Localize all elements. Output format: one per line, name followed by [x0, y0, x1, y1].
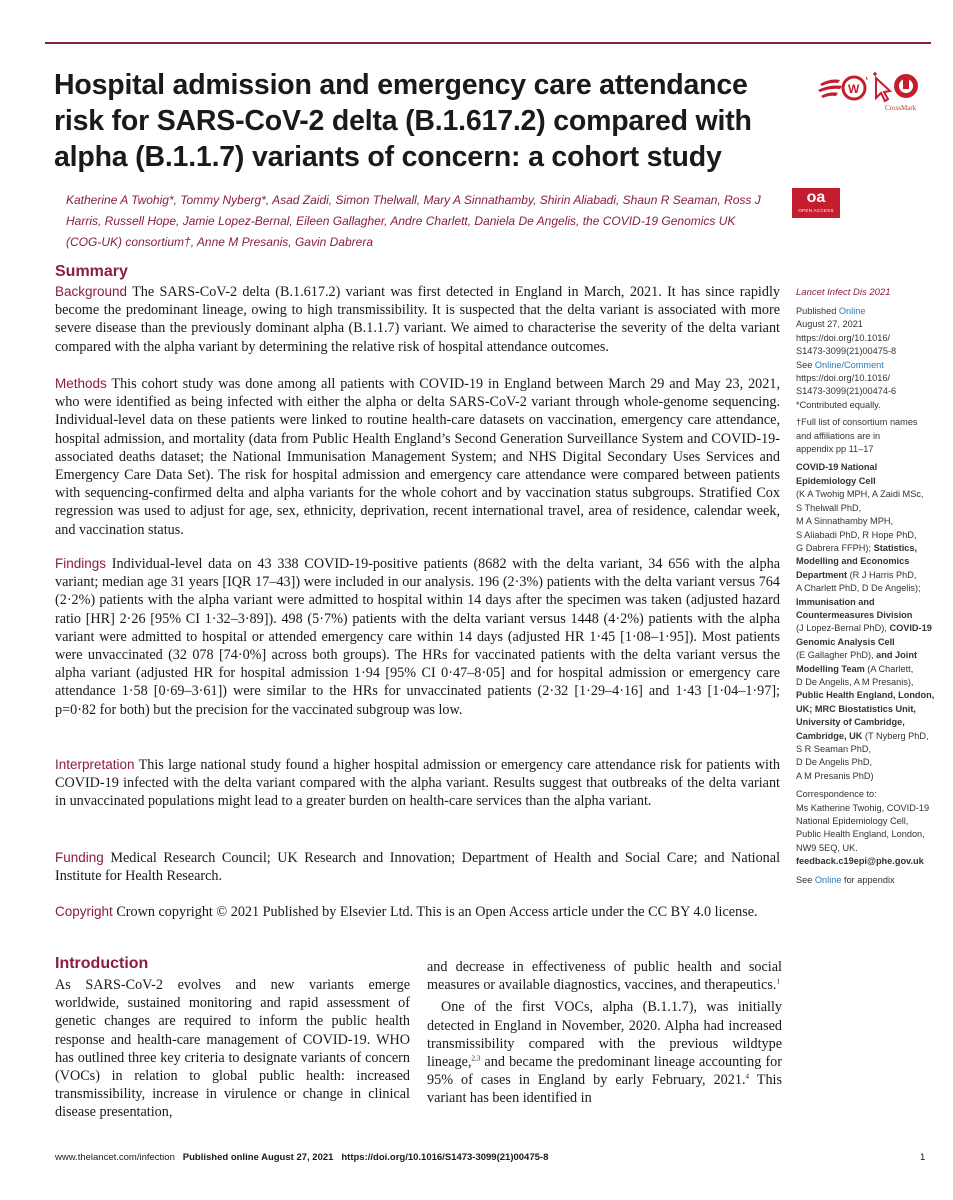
- introduction-heading: Introduction: [55, 955, 149, 972]
- findings-text: Individual-level data on 43 338 COVID-19-positive patients (8682 with the delta variant, 34 656 with the alpha variant; median age 31 years [IQR 17–43]) were included in our analysis. 196 (2·3%) patients with the delta variant versus 764 (2·2%) patients with the alpha variant were admitted to hospital within 14 days after the specimen was taken (adjusted hazard ratio [HR] 2·26 [95% CI 1·32–3·89]). 498 (5·7%) patients with the delta variant versus 1448 (4·2%) patients with the alpha variant were admitted to hospital or attended emergency care within 14 days (adjusted HR 1·45 [1·08–1·95]). Most patients were unvaccinated (32 078 [74·0%] across both groups). The HRs for vaccinated patients with the delta variant versus the alpha variant (adjusted HR for hospital admission 1·94 [95% CI 0·47–8·05] and for hospital admission or emergency care attendance 1·58 [0·69–3·61]) were similar to the HRs for unvaccinated patients (2·32 [1·29–4·16] and 1·43 [1·04–1·97]; p=0·82 for both) but the precision for the vaccinated subgroup was low.: [55, 556, 780, 718]
- intro-paragraph-1-cont: and decrease in effectiveness of public health and social measures or available diagnostics, vaccines, and therapeutics.$^1$: [427, 959, 782, 994]
- interpretation-label: Interpretation: [55, 757, 135, 772]
- appendix-online-link[interactable]: Online: [814, 874, 842, 885]
- copyright-paragraph: [55, 903, 780, 921]
- top-rule: [45, 42, 931, 44]
- orcid-at-icon: [843, 76, 868, 99]
- intro-paragraph-2: One of the first VOCs, alpha (B.1.1.7), was initially detected in England in November, 2020. Alpha had increased transmissibility compared with the previous wildtype lineage,$^{2,3}$ and became the predominant lineage accounting for 95% of cases in England by early February, 2021.$^4$ This variant has been identified in: [427, 999, 782, 1107]
- findings-paragraph: [55, 555, 780, 719]
- interpretation-text: This large national study found a higher hospital admission or emergency care attendance risk for patients with COVID-19 infected with the delta variant compared with the alpha variant. Results suggest that outbreaks of the delta variant in unvaccinated populations might lead to a greater burden on health-care services than the alpha variant.: [55, 757, 780, 810]
- crossmark-icon: [894, 74, 918, 98]
- background-paragraph: [55, 283, 780, 356]
- comment-doi-link[interactable]: https://doi.org/10.1016/: [796, 373, 890, 384]
- footer-doi[interactable]: https://doi.org/10.1016/S1473-3099(21)00475-8: [341, 1152, 549, 1163]
- intro-paragraph-1: As SARS-CoV-2 evolves and new variants emerge worldwide, sustained monitoring and rapid assessment of genetic changes are required to inform the public health response and health-care management of COVID-19. WHO has outlined three key criteria to designate variants of concern (VOCs) in relation to global public health: increased transmissibility, increase in virulence or change in clinical disease presentation,: [55, 977, 410, 1121]
- methods-label: Methods: [55, 376, 107, 391]
- correspondence: Correspondence to: Ms Katherine Twohig, COVID-19 National Epidemiology Cell, Public Health England, London, NW9 5EQ, UK. feedback.c19epi@phe.gov.uk: [796, 788, 936, 868]
- publisher-logos: [818, 70, 928, 124]
- funding-label: Funding: [55, 850, 104, 865]
- methods-text: This cohort study was done among all patients with COVID-19 in England between March 29 and May 23, 2021, who were identified as being infected with either the alpha or delta SARS-CoV-2 variant through whole-genome sequencing. Individual-level data on these patients were linked to routine health-care datasets on vaccination, emergency care attendance, hospital admission, and mortality (data from Public Health England’s Second Generation Surveillance System and COVID-19-associated deaths dataset; the National Immunisation Management System; and NHS Digital Secondary Uses Services and Emergency Care Data Set). The risk for hospital admission and emergency care attendance were compared between patients with sequencing-confirmed delta and alpha variants for the whole cohort and by vaccination status subgroups. Stratified Cox regression was used to adjust for age, sex, ethnicity, deprivation, recent international travel, area of residence, calendar week, and vaccination status.: [55, 376, 780, 538]
- funding-paragraph: [55, 849, 780, 885]
- open-access-badge: [792, 188, 840, 218]
- copyright-text: Crown copyright © 2021 Published by Elsevier Ltd. This is an Open Access article under the CC BY 4.0 license.: [116, 904, 758, 920]
- summary-heading: Summary: [55, 263, 128, 280]
- online-link[interactable]: Online: [838, 306, 866, 316]
- cursor-icon: [873, 72, 890, 101]
- page-footer: [55, 1152, 548, 1163]
- online-comment-link[interactable]: Online/Comment: [814, 359, 884, 370]
- oa-text: oa: [806, 189, 826, 206]
- svg-text:W: W: [848, 82, 860, 96]
- page-number: 1: [920, 1152, 926, 1163]
- footer-published: Published online August 27, 2021: [182, 1152, 334, 1163]
- correspondence-email-link[interactable]: feedback.c19epi@phe.gov.uk: [796, 856, 924, 867]
- methods-paragraph: [55, 375, 780, 539]
- background-text: The SARS-CoV-2 delta (B.1.617.2) variant was first detected in England in March, 2021. It has since rapidly become the predominant lineage, owing to high transmissibility. It is suspected that the delta variant is associated with more severe disease than the previously dominant alpha (B.1.1.7) variant. We aimed to characterise the severity of the delta variant compared with the alpha variant by determining the relative risk of hospital attendance outcomes.: [55, 284, 780, 355]
- swoosh-icon: [818, 80, 842, 99]
- intro-column-right: [427, 958, 782, 1108]
- oa-sub: OPEN ACCESS: [798, 208, 834, 213]
- crossmark-label[interactable]: CrossMark: [885, 104, 917, 112]
- doi-link[interactable]: https://doi.org/10.1016/: [796, 332, 890, 343]
- article-title: Hospital admission and emergency care attendance risk for SARS-CoV-2 delta (B.1.617.2) compared with alpha (B.1.1.7) variants of concern: a cohort study: [54, 69, 752, 173]
- findings-label: Findings: [55, 556, 107, 571]
- background-label: Background: [55, 284, 128, 299]
- sidebar-publication-info: Published Online August 27, 2021 https://doi.org/10.1016/ S1473-3099(21)00475-8 See Online/Comment https://doi.org/10.1016/ S1473-3099(21)00474-6 *Contributed equally. †Full list of consortium names and affiliations are in appendix pp 11–17 COVID-19 National Epidemiology Cell (K A Twohig MPH, A Zaidi MSc, S Thelwall PhD, M A Sinnathamby MPH, S Aliabadi PhD, R Hope PhD, G Dabrera FFPH); Statistics, Modelling and Economics Department (R J Harris PhD, A Charlett PhD, D De Angelis); Immunisation and Countermeasures Division (J Lopez-Bernal PhD), COVID-19 Genomic Analysis Cell (E Gallagher PhD), and Joint Modelling Team (A Charlett, D De Angelis, A M Presanis), Public Health England, London, UK; MRC Biostatistics Unit, University of Cambridge, Cambridge, UK (T Nyberg PhD, S R Seaman PhD, D De Angelis PhD, A M Presanis PhD) Correspondence to: Ms Katherine Twohig, COVID-19 National Epidemiology Cell, Public Health England, London, NW9 5EQ, UK. feedback.c19epi@phe.gov.uk See Online for appendix: [796, 306, 935, 885]
- intro-column-left: [55, 976, 410, 1122]
- interpretation-paragraph: [55, 756, 780, 811]
- journal-url[interactable]: www.thelancet.com/infection: [55, 1152, 175, 1163]
- affiliations: COVID-19 National Epidemiology Cell (K A Twohig MPH, A Zaidi MSc, S Thelwall PhD, M A Sinnathamby MPH, S Aliabadi PhD, R Hope PhD, G Dabrera FFPH); Statistics, Modelling and Economics Department (R J Harris PhD, A Charlett PhD, D De Angelis); Immunisation and Countermeasures Division (J Lopez-Bernal PhD), COVID-19 Genomic Analysis Cell (E Gallagher PhD), and Joint Modelling Team (A Charlett, D De Angelis, A M Presanis), Public Health England, London, UK; MRC Biostatistics Unit, University of Cambridge, Cambridge, UK (T Nyberg PhD, S R Seaman PhD, D De Angelis PhD, A M Presanis PhD): [796, 462, 935, 781]
- funding-text: Medical Research Council; UK Research and Innovation; Department of Health and Social Care; and National Institute for Health Research.: [55, 850, 781, 885]
- journal-citation: Lancet Infect Dis 2021: [796, 287, 891, 298]
- copyright-label: Copyright: [55, 904, 113, 919]
- author-list: Katherine A Twohig*, Tommy Nyberg*, Asad Zaidi, Simon Thelwall, Mary A Sinnathamby, Shirin Aliabadi, Shaun R Seaman, Ross J Harris, Russell Hope, Jamie Lopez-Bernal, Eileen Gallagher, Andre Charlett, Daniela De Angelis, the COVID-19 Genomics UK (COG-UK) consortium†, Anne M Presanis, Gavin Dabrera: [66, 193, 761, 249]
